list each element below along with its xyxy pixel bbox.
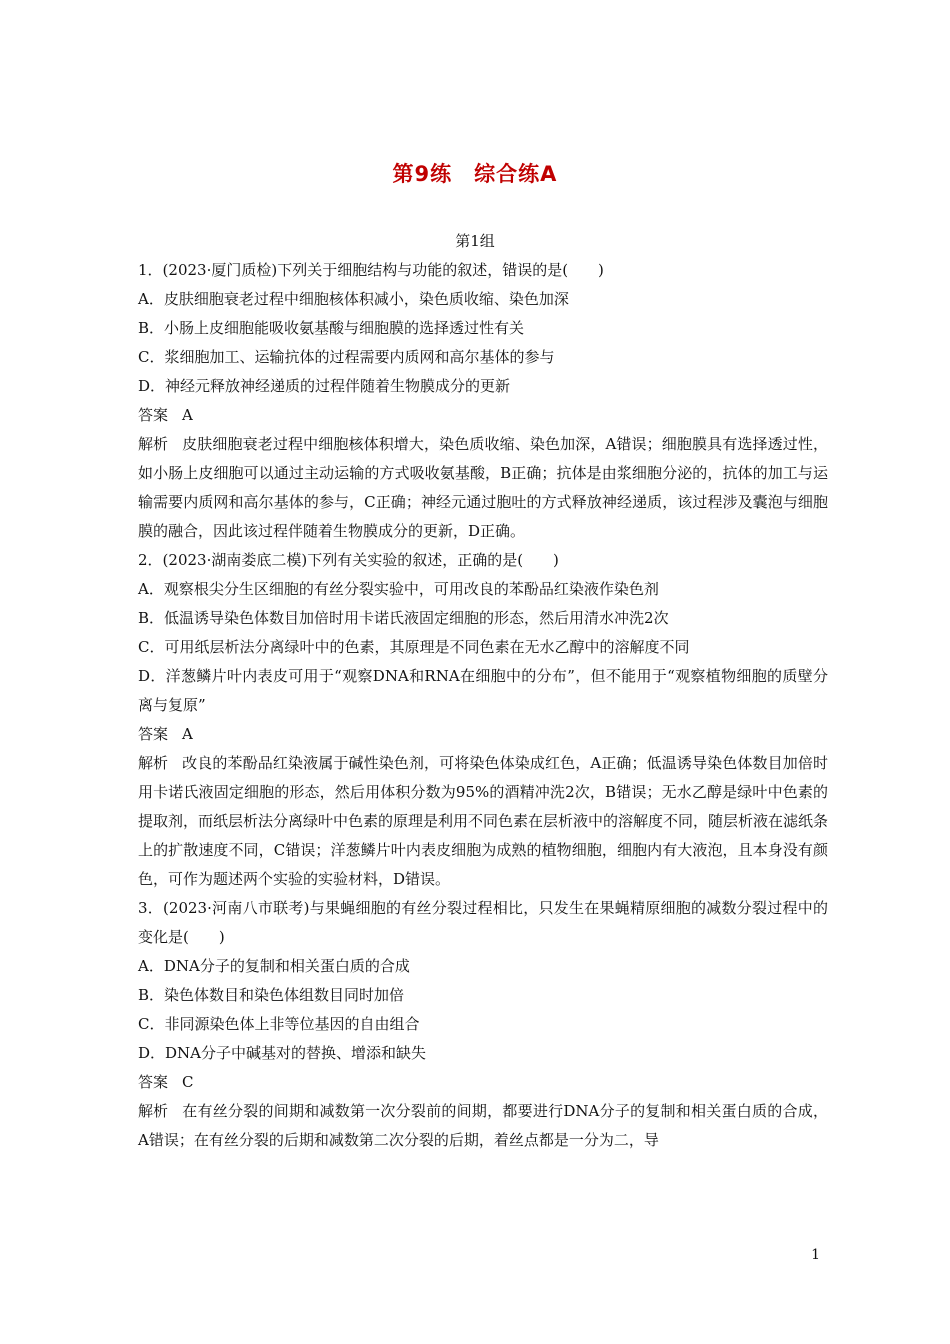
answer-value: C xyxy=(182,1073,194,1091)
explanation xyxy=(138,430,828,546)
group-heading: 第1组 xyxy=(455,232,495,250)
answer-label: 答案 xyxy=(138,406,169,424)
option-c: C．浆细胞加工、运输抗体的过程需要内质网和高尔基体的参与 xyxy=(138,348,555,366)
question-1 xyxy=(138,256,828,546)
explanation-label: 解析 xyxy=(138,1102,169,1120)
option-c: C．非同源染色体上非等位基因的自由组合 xyxy=(138,1015,420,1033)
question-stem: 1．(2023·厦门质检)下列关于细胞结构与功能的叙述，错误的是( ) xyxy=(138,261,604,279)
explanation-text: 改良的苯酚品红染液属于碱性染色剂，可将染色体染成红色，A正确；低温诱导染色体数目加倍时用卡诺氏液固定细胞的形态，然后用体积分数为95%的酒精冲洗2次，B错误；无水乙醇是绿叶中色素的提取剂，而纸层析法分离绿叶中色素的原理是利用不同色素在层析液中的溶解度不同，随层析液在滤纸条上的扩散速度不同，C错误；洋葱鳞片叶内表皮细胞为成熟的植物细胞，细胞内有大液泡，且本身没有颜色，可作为题述两个实验的实验材料，D错误。 xyxy=(138,754,829,888)
page-number: 1 xyxy=(811,1247,820,1263)
option-d: D．神经元释放神经递质的过程伴随着生物膜成分的更新 xyxy=(138,377,511,395)
option-b: B．染色体数目和染色体组数目同时加倍 xyxy=(138,986,405,1004)
option-b: B．低温诱导染色体数目加倍时用卡诺氏液固定细胞的形态，然后用清水冲洗2次 xyxy=(138,609,669,627)
title-section-name: 综合练A xyxy=(474,162,558,186)
question-stem: 3．(2023·河南八市联考)与果蝇细胞的有丝分裂过程相比，只发生在果蝇精原细胞的减数分裂过程中的变化是( ) xyxy=(138,899,828,946)
answer-line xyxy=(138,720,828,749)
answer-label: 答案 xyxy=(138,1073,169,1091)
explanation xyxy=(138,749,828,894)
option-a: A．DNA分子的复制和相关蛋白质的合成 xyxy=(138,957,410,975)
answer-line xyxy=(138,401,828,430)
answer-line xyxy=(138,1068,828,1097)
answer-value: A xyxy=(182,725,193,743)
explanation-label: 解析 xyxy=(138,754,169,772)
explanation-text: 在有丝分裂的间期和减数第一次分裂前的间期，都要进行DNA分子的复制和相关蛋白质的合成，A错误；在有丝分裂的后期和减数第二次分裂的后期，着丝点都是一分为二，导 xyxy=(138,1102,828,1149)
option-a: A．观察根尖分生区细胞的有丝分裂实验中，可用改良的苯酚品红染液作染色剂 xyxy=(138,580,659,598)
explanation xyxy=(138,1097,828,1155)
explanation-text: 皮肤细胞衰老过程中细胞核体积增大，染色质收缩、染色加深，A错误；细胞膜具有选择透过性，如小肠上皮细胞可以通过主动运输的方式吸收氨基酸，B正确；抗体是由浆细胞分泌的，抗体的加工与运输需要内质网和高尔基体的参与，C正确；神经元通过胞吐的方式释放神经递质，该过程涉及囊泡与细胞膜的融合，因此该过程伴随着生物膜成分的更新，D正确。 xyxy=(138,435,828,540)
answer-label: 答案 xyxy=(138,725,169,743)
option-c: C．可用纸层析法分离绿叶中的色素，其原理是不同色素在无水乙醇中的溶解度不同 xyxy=(138,638,690,656)
option-d: D．DNA分子中碱基对的替换、增添和缺失 xyxy=(138,1044,427,1062)
option-a: A．皮肤细胞衰老过程中细胞核体积减小，染色质收缩、染色加深 xyxy=(138,290,569,308)
question-stem: 2．(2023·湖南娄底二模)下列有关实验的叙述，正确的是( ) xyxy=(138,551,559,569)
answer-value: A xyxy=(182,406,193,424)
title-section-number: 第9练 xyxy=(392,162,453,186)
option-b: B．小肠上皮细胞能吸收氨基酸与细胞膜的选择透过性有关 xyxy=(138,319,525,337)
question-2 xyxy=(138,546,828,894)
question-3 xyxy=(138,894,828,1155)
question-list xyxy=(138,256,828,1155)
option-d: D．洋葱鳞片叶内表皮可用于“观察DNA和RNA在细胞中的分布”，但不能用于“观察植物细胞的质壁分离与复原” xyxy=(138,667,828,714)
explanation-label: 解析 xyxy=(138,435,169,453)
page-title xyxy=(0,158,950,188)
